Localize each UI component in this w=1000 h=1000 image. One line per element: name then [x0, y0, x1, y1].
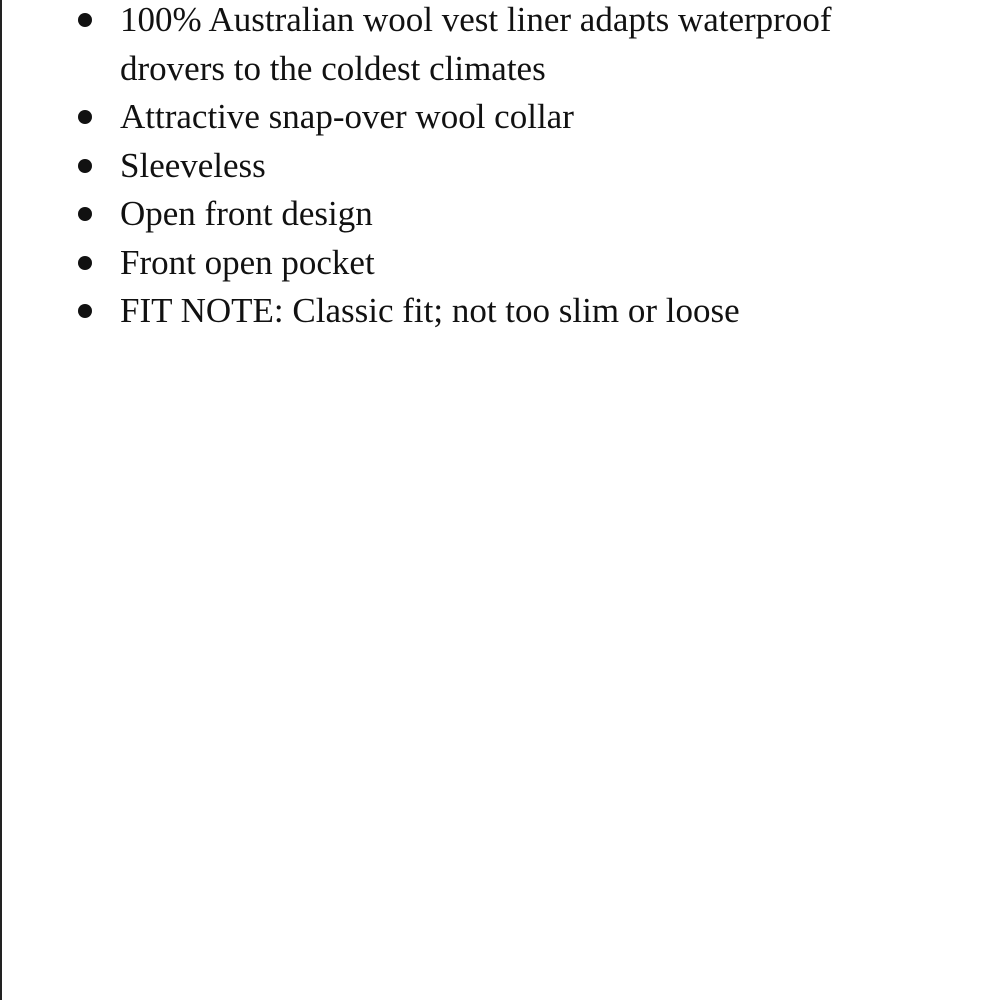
feature-item: [0, 0, 1000, 93]
feature-item: [0, 190, 1000, 239]
feature-text: Sleeveless: [120, 145, 266, 185]
feature-item: [0, 239, 1000, 288]
feature-bullet-list: [0, 0, 1000, 336]
bullet-icon: [78, 207, 92, 221]
bullet-icon: [78, 159, 92, 173]
bullet-icon: [78, 256, 92, 270]
feature-text: 100% Australian wool vest liner adapts waterproof drovers to the coldest climates: [120, 0, 832, 88]
feature-item: [0, 142, 1000, 191]
bullet-icon: [78, 13, 92, 27]
feature-text: Open front design: [120, 194, 373, 233]
feature-text: Front open pocket: [120, 242, 375, 282]
bullet-icon: [78, 110, 92, 124]
feature-text: FIT NOTE: Classic fit; not too slim or loose: [120, 291, 740, 330]
bullet-icon: [78, 304, 92, 318]
feature-text: Attractive snap-over wool collar: [120, 97, 574, 136]
feature-item: [0, 93, 1000, 142]
feature-item: [0, 287, 1000, 336]
